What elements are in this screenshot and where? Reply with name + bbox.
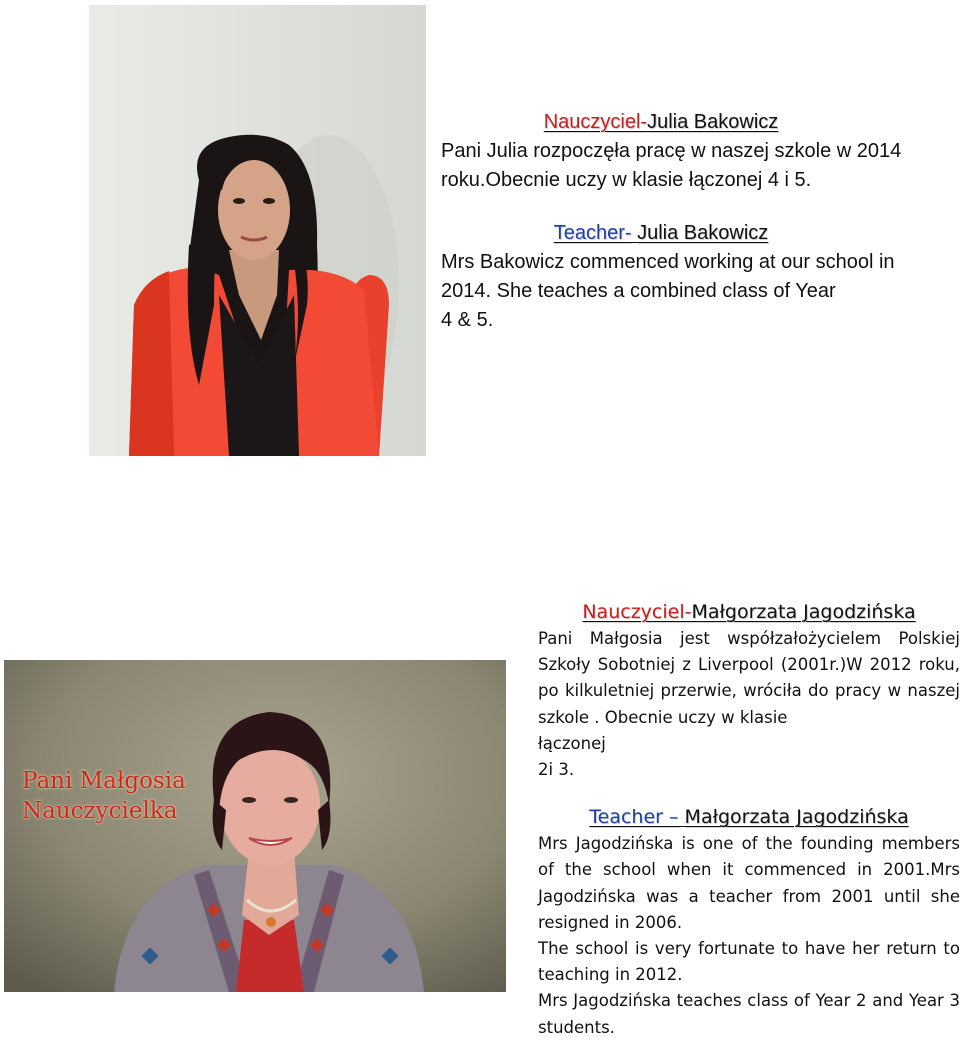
photo-caption bbox=[22, 766, 222, 826]
teacher1-english-line-2: 2014. She teaches a combined class of Year bbox=[441, 280, 836, 302]
teacher2-polish-line-2: łączonej bbox=[538, 733, 606, 753]
teacher1-photo bbox=[89, 5, 426, 456]
teacher1-english-line-1: Mrs Bakowicz commenced working at our school in bbox=[441, 251, 895, 273]
teacher1-english-line-3: 4 & 5. bbox=[441, 309, 494, 331]
teacher2-polish-heading bbox=[538, 598, 960, 626]
teacher2-english-paragraph-1: Mrs Jagodzińska is one of the founding members of the school when it commenced in 2001.Mrs Jagodzińska was a teacher from 2001 until she resigned in 2006. bbox=[538, 834, 960, 932]
teacher1-polish-line-1: Pani Julia rozpoczęła pracę w naszej szkole w 2014 bbox=[441, 140, 902, 162]
teacher2-english-paragraph-2: The school is very fortunate to have her return to teaching in 2012. bbox=[538, 939, 960, 985]
teacher2-polish-paragraph: Pani Małgosia jest współzałożycielem Polskiej Szkoły Sobotniej z Liverpool (2001r.)W 2012 roku, po kilkuletniej przerwie, wróciła do pracy w naszej szkole . Obecnie uczy w klasie bbox=[538, 629, 960, 727]
teacher1-english-heading bbox=[381, 219, 941, 248]
teacher2-name-english: Małgorzata Jagodzińska bbox=[684, 806, 909, 829]
teacher2-section bbox=[538, 598, 960, 1041]
teacher1-name: Julia Bakowicz bbox=[647, 111, 779, 133]
teacher2-photo bbox=[4, 660, 506, 992]
teacher2-english-heading bbox=[538, 803, 960, 831]
teacher1-polish-heading bbox=[381, 108, 941, 137]
teacher2-english-paragraph-3: Mrs Jagodzińska teaches class of Year 2 and Year 3 students. bbox=[538, 991, 960, 1037]
english-role-label-2: Teacher – bbox=[589, 806, 679, 829]
teacher2-polish-line-3: 2i 3. bbox=[538, 760, 575, 780]
polish-role-label: Nauczyciel- bbox=[543, 111, 648, 133]
caption-line-1: Pani Małgosia bbox=[22, 768, 186, 794]
polish-role-label-2: Nauczyciel- bbox=[582, 601, 692, 623]
teacher1-name-english: Julia Bakowicz bbox=[637, 222, 769, 244]
teacher1-polish-line-2: roku.Obecnie uczy w klasie łączonej 4 i 5. bbox=[441, 169, 812, 191]
teacher2-name: Małgorzata Jagodzińska bbox=[691, 601, 916, 623]
english-role-label: Teacher- bbox=[553, 222, 632, 244]
caption-line-2: Nauczycielka bbox=[22, 798, 178, 824]
teacher1-section bbox=[441, 108, 941, 335]
